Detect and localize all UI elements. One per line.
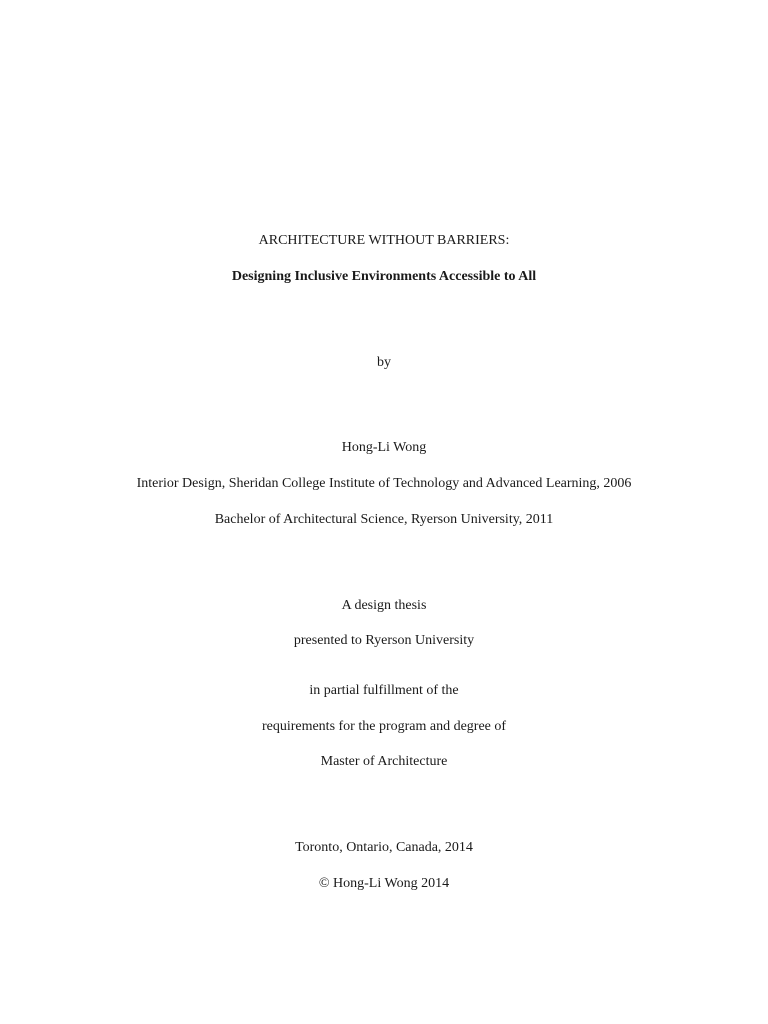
thesis-title: ARCHITECTURE WITHOUT BARRIERS: [258,233,510,248]
by-label: by [377,355,391,370]
presented-to: presented to Ryerson University [293,633,475,648]
credential-bachelor: Bachelor of Architectural Science, Ryerson University, 2011 [214,512,554,527]
requirements: requirements for the program and degree of [261,719,507,734]
thesis-subtitle: Designing Inclusive Environments Accessible to All [231,269,537,284]
location-year: Toronto, Ontario, Canada, 2014 [295,840,473,855]
thesis-type: A design thesis [341,598,427,613]
copyright-notice: © Hong-Li Wong 2014 [318,876,450,891]
credential-interior-design: Interior Design, Sheridan College Institute of Technology and Advanced Learning, 2006 [136,476,632,491]
author-name: Hong-Li Wong [341,440,427,455]
degree-name: Master of Architecture [320,754,448,769]
partial-fulfillment: in partial fulfillment of the [309,683,459,698]
